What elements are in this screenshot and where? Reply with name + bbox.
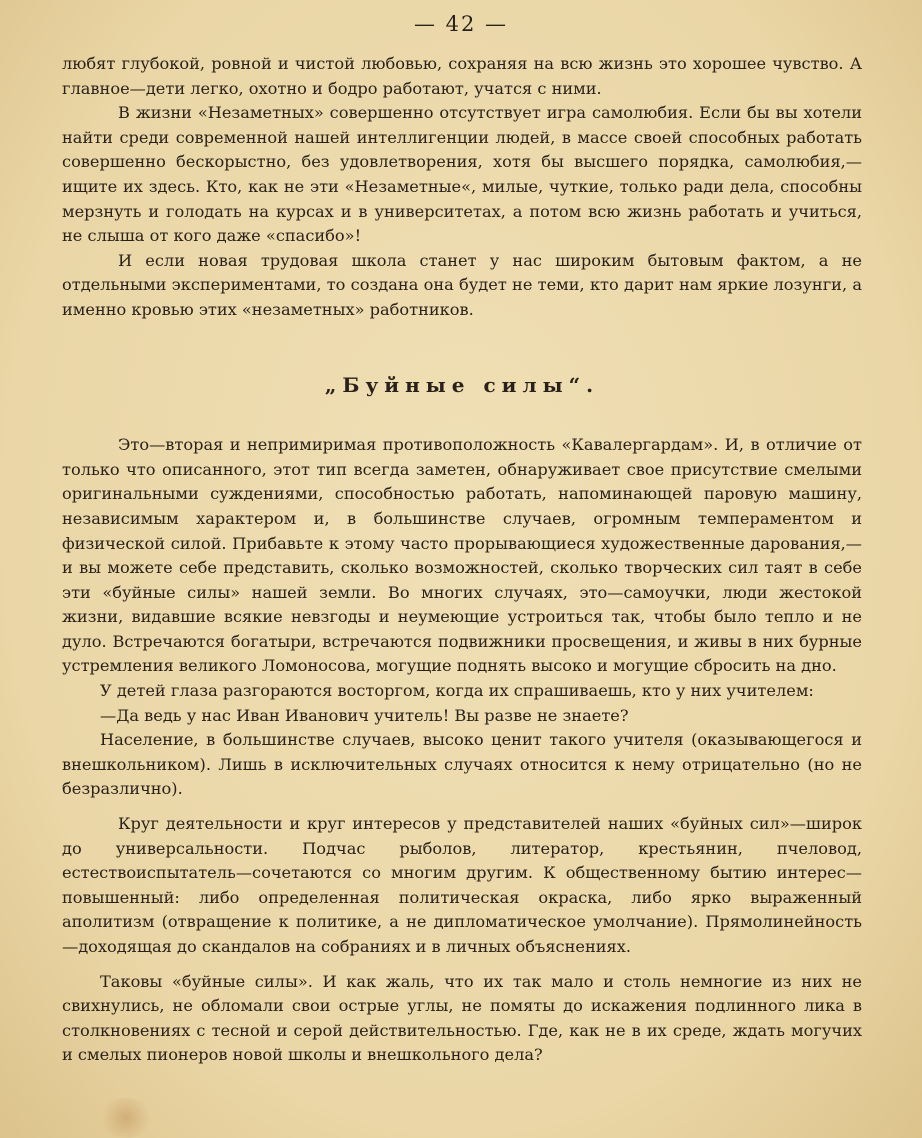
page-number: — 42 —	[413, 12, 509, 36]
paragraph-continuation: любят глубокой, ровной и чистой любовью, сохраняя на всю жизнь это хорошее чувство. А главное—дети легко, охотно и бодро работают, учатся с ними.	[62, 54, 862, 98]
paragraph: У детей глаза разгораются восторгом, когда их спрашиваешь, кто у них учителем:	[100, 681, 814, 701]
paragraph: Таковы «буйные силы». И как жаль, что их так мало и столь немногие из них не свихнулись, не обломали свои острые углы, не помяты до искажения подлинного лика в столкновениях с тесной и серой действительностью. Где, как не в их среде, ждать могучих и смелых пионеров новой школы и внешкольного дела?	[62, 971, 862, 1065]
paper-stain	[98, 1098, 154, 1138]
paragraph: И если новая трудовая школа станет у нас широким бытовым фактом, а не отдельными экспериментами, то создана она будет не теми, кто дарит нам яркие лозунги, а именно кровью этих «незаметных» работников.	[62, 250, 862, 319]
dialogue-line: —Да ведь у нас Иван Иванович учитель! Вы разве не знаете?	[100, 705, 629, 725]
body-text	[62, 52, 862, 1068]
paragraph: Это—вторая и непримиримая противоположность «Кавалергардам». И, в отличие от только что описанного, этот тип всегда заметен, обнаруживает свое присутствие смелыми оригинальными суждениями, способностью работать, напоминающей паровую машину, независимым характером и, в большинстве случаев, огромным темпераментом и физической силой. Прибавьте к этому часто прорывающиеся художественные дарования,—и вы можете себе представить, сколько возможностей, сколько творческих сил таят в себе эти «буйные силы» нашей земли. Во многих случаях, это—самоучки, люди жестокой жизни, видавшие всякие невзгоды и неумеющие устроиться так, чтобы было тепло и не дуло. Встречаются богатыри, встречаются подвижники просвещения, и живы в них бурные устремления великого Ломоносова, могущие поднять высоко и могущие сбросить на дно.	[62, 435, 862, 676]
paragraph: Круг деятельности и круг интересов у представителей наших «буйных сил»—широк до универсальности. Подчас рыболов, литератор, крестьянин, пчеловод, естествоиспытатель—сочетаются со многим другим. К общественному бытию интерес—повышенный: либо определенная политическая окраска, либо ярко выраженный аполитизм (отвращение к политике, а не дипломатическое умолчание). Прямолинейность—доходящая до скандалов на собраниях и в личных объяснениях.	[62, 814, 862, 956]
paragraph: Население, в большинстве случаев, высоко ценит такого учителя (оказывающегося и внешкольником). Лишь в исключительных случаях относится к нему отрицательно (но не безразлично).	[62, 730, 862, 799]
paragraph: В жизни «Незаметных» совершенно отсутствует игра самолюбия. Если бы вы хотели найти среди современной нашей интеллигенции людей, в массе своей способных работать совершенно бескорыстно, без удовлетворения, хотя бы высшего порядка, самолюбия,—ищите их здесь. Кто, как не эти «Незаметные«, милые, чуткие, только ради дела, способны мерзнуть и голодать на курсах и в университетах, а потом всю жизнь работать и учиться, не слыша от кого даже «спасибо»!	[62, 103, 862, 246]
section-heading: „Буйные силы“.	[324, 372, 600, 397]
